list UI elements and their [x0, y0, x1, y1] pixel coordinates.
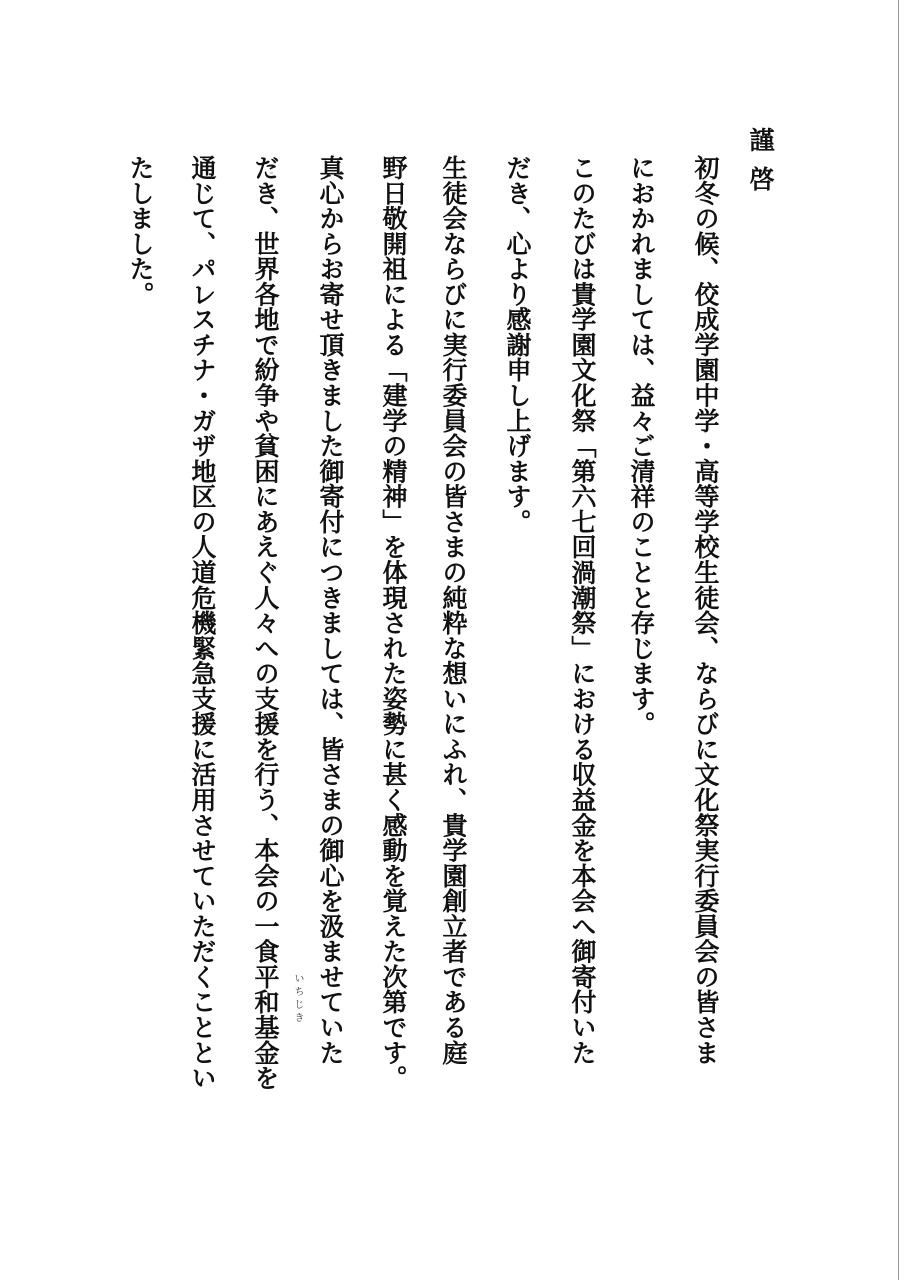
letter-line-5: 生徒会ならびに実行委員会の皆さまの純粋な想いにふれ、貴学園創立者である庭 — [439, 155, 468, 1066]
salutation: 謹啓 — [746, 127, 775, 205]
letter-line-6: 野日敬開祖による「建学の精神」を体現された姿勢に甚く感動を覚えた次第です。 — [379, 155, 408, 1091]
page-edge-line — [898, 0, 899, 1280]
letter-line-7: 真心からお寄せ頂きました御寄付につきましては、皆さまの御心を汲ませていた — [316, 155, 345, 1066]
letter-line-2: におかれましては、益々ご清祥のことと存じます。 — [627, 155, 656, 737]
letter-line-4: だき、心より感謝申し上げます。 — [503, 155, 532, 535]
letter-line-3: このたびは貴学園文化祭「第六七回渦潮祭」における収益金を本会へ御寄付いた — [568, 155, 597, 1066]
letter-line-10: たしました。 — [126, 155, 155, 307]
letter-line-8: だき、世界各地で紛争や貧困にあえぐ人々への支援を行う、本会の一食平和基金を — [251, 155, 280, 1091]
letter-line-9: 通じて、パレスチナ・ガザ地区の人道危機緊急支援に活用させていただくこととい — [188, 155, 217, 1091]
letter-line-1: 初冬の候、佼成学園中学・高等学校生徒会、ならびに文化祭実行委員会の皆さま — [691, 155, 720, 1066]
ruby-reading: いちじき — [292, 973, 303, 1025]
